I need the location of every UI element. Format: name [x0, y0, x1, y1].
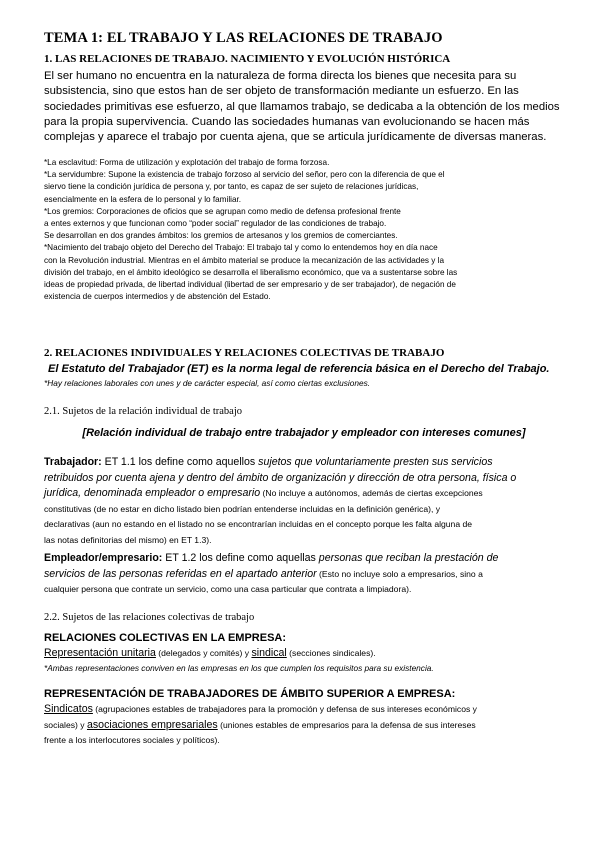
section-1-intro	[44, 69, 564, 145]
note-line: división del trabajo, en el ámbito ideológico se desarrolla el liberalismo económico, que va a sustentarse sobre las	[44, 267, 458, 277]
sindical-desc: (secciones sindicales).	[286, 648, 376, 658]
worker-def: retribuidos por cuenta ajena y dentro del ámbito de organización y dirección de otra persona, física o	[44, 471, 517, 484]
worker-paren: (No incluye a autónomos, además de ciertas excepciones	[260, 488, 483, 498]
employer-ref: ET 1.2 los define como aquellas	[162, 552, 319, 564]
company-relations-heading: RELACIONES COLECTIVAS EN LA EMPRESA:	[44, 632, 287, 644]
section-1-heading: 1. LAS RELACIONES DE TRABAJO. NACIMIENTO Y EVOLUCIÓN HISTÓRICA	[44, 53, 451, 65]
note-line: *Los gremios: Corporaciones de oficios que se agrupan como medio de defensa profesional frente	[44, 206, 401, 216]
asociaciones-desc: (uniones estables de empresarios para la defensa de sus intereses	[217, 719, 476, 730]
intro-line: subsistencia, sino que estos han de ser objeto de transformación mediante un esfuerzo. En las	[44, 85, 519, 98]
note-line: siervo tiene la condición jurídica de persona y, por tanto, es capaz de ser sujeto de relaciones jurídicas,	[44, 182, 419, 192]
employer-label: Empleador/empresario:	[44, 552, 163, 564]
worker-paren: las notas definitorias del mismo) en ET 1.3).	[44, 534, 212, 545]
worker-def: sujetos que voluntariamente presten sus servicios	[258, 456, 493, 468]
sindicatos-desc: sociales) y	[44, 719, 87, 730]
note-line: existencia de cuerpos intermedios y de abstención del Estado.	[44, 292, 271, 302]
worker-label: Trabajador:	[44, 456, 102, 468]
asociaciones: asociaciones empresariales	[86, 718, 218, 731]
note-line: *La esclavitud: Forma de utilización y explotación del trabajo de forma forzosa.	[44, 158, 330, 167]
intro-line: sociedades primitivas ese esfuerzo, al que llamamos trabajo, se dedicaba a la obtención de los medios	[44, 100, 560, 113]
company-representation	[44, 646, 564, 662]
asociaciones-desc: frente a los interlocutores sociales y políticos).	[44, 735, 220, 745]
employer-def: personas que reciban la prestación de	[318, 552, 499, 564]
intro-line: El ser humano no encuentra en la naturaleza de forma directa los bienes que necesita para su	[44, 70, 517, 82]
worker-paren: constitutivas (de no estar en dicho listado bien podrían entenderse incluidas en la definición genérica), y	[44, 503, 441, 514]
worker-def: jurídica, denominada empleador o empresario	[44, 487, 261, 499]
note-line: ideas de propiedad privada, de libertad individual (libertad de ser empresario y de ser trabajador), de negación de	[44, 280, 456, 290]
rep-unitaria: Representación unitaria	[44, 647, 156, 659]
sindicatos: Sindicatos	[44, 703, 93, 715]
note-line: esencialmente en la esfera de lo personal y lo familiar.	[44, 194, 242, 204]
note-line: con la Revolución industrial. Mientras en el ámbito material se produce la mecanización de las actividades y la	[44, 255, 445, 265]
section-2-heading: 2. RELACIONES INDIVIDUALES Y RELACIONES COLECTIVAS DE TRABAJO	[44, 347, 445, 359]
intro-line: para la propia supervivencia. Cuando las sociedades humanas van evolucionando se hacen más	[44, 115, 530, 128]
worker-definition	[44, 455, 564, 548]
employer-definition	[44, 551, 564, 598]
page-title: TEMA 1: EL TRABAJO Y LAS RELACIONES DE TRABAJO	[44, 30, 443, 46]
worker-ref: ET 1.1 los define como aquellos	[101, 456, 259, 468]
individual-relation-bracket: [Relación individual de trabajo entre trabajador y empleador con intereses comunes]	[82, 427, 526, 439]
employer-def: servicios de las personas referidas en el apartado anterior	[44, 567, 317, 580]
note-line: Se desarrollan en dos grandes ámbitos: los gremios de artesanos y los gremios de comerciantes.	[44, 231, 398, 241]
worker-paren: declarativas (aun no estando en el listado no se encontrarían incluidas en el concepto porque les falta alguna de	[44, 519, 473, 529]
section-1-notes	[44, 157, 564, 303]
et-note: *Hay relaciones laborales con unes y de carácter especial, así como ciertas exclusiones.	[44, 378, 371, 388]
superior-representation	[44, 702, 564, 749]
company-note: *Ambas representaciones conviven en las empresas en los que cumplen los requisitos para su existencia.	[44, 663, 434, 673]
subsection-2-1-heading: 2.1. Sujetos de la relación individual de trabajo	[44, 406, 242, 417]
sindical: sindical	[251, 647, 287, 659]
superior-representation-heading: REPRESENTACIÓN DE TRABAJADORES DE ÁMBITO SUPERIOR A EMPRESA:	[44, 688, 456, 700]
intro-line: complejas y aparece el trabajo por cuenta ajena, que se articula jurídicamente de diversas maneras.	[44, 131, 547, 144]
note-line: *Nacimiento del trabajo objeto del Derecho del Trabajo: El trabajo tal y como lo entendemos hoy en día nace	[44, 243, 438, 253]
subsection-2-2-heading: 2.2. Sujetos de las relaciones colectivas de trabajo	[44, 612, 255, 623]
rep-unitaria-desc: (delegados y comités) y	[155, 648, 252, 658]
et-statement: El Estatuto del Trabajador (ET) es la norma legal de referencia básica en el Derecho del Trabajo.	[48, 363, 550, 375]
sindicatos-desc: (agrupaciones estables de trabajadores para la promoción y defensa de sus intereses económicos y	[92, 704, 477, 714]
employer-paren: cualquier persona que contrate un servicio, como una casa particular que contrata a limpiadora).	[44, 584, 412, 594]
employer-paren: (Esto no incluye solo a empresarios, sino a	[316, 568, 483, 579]
note-line: *La servidumbre: Supone la existencia de trabajo forzoso al servicio del señor, pero con la diferencia de que el	[44, 170, 445, 180]
note-line: a entes externos y que funcionan como “poder social” regulador de las condiciones de trabajo.	[44, 219, 387, 229]
